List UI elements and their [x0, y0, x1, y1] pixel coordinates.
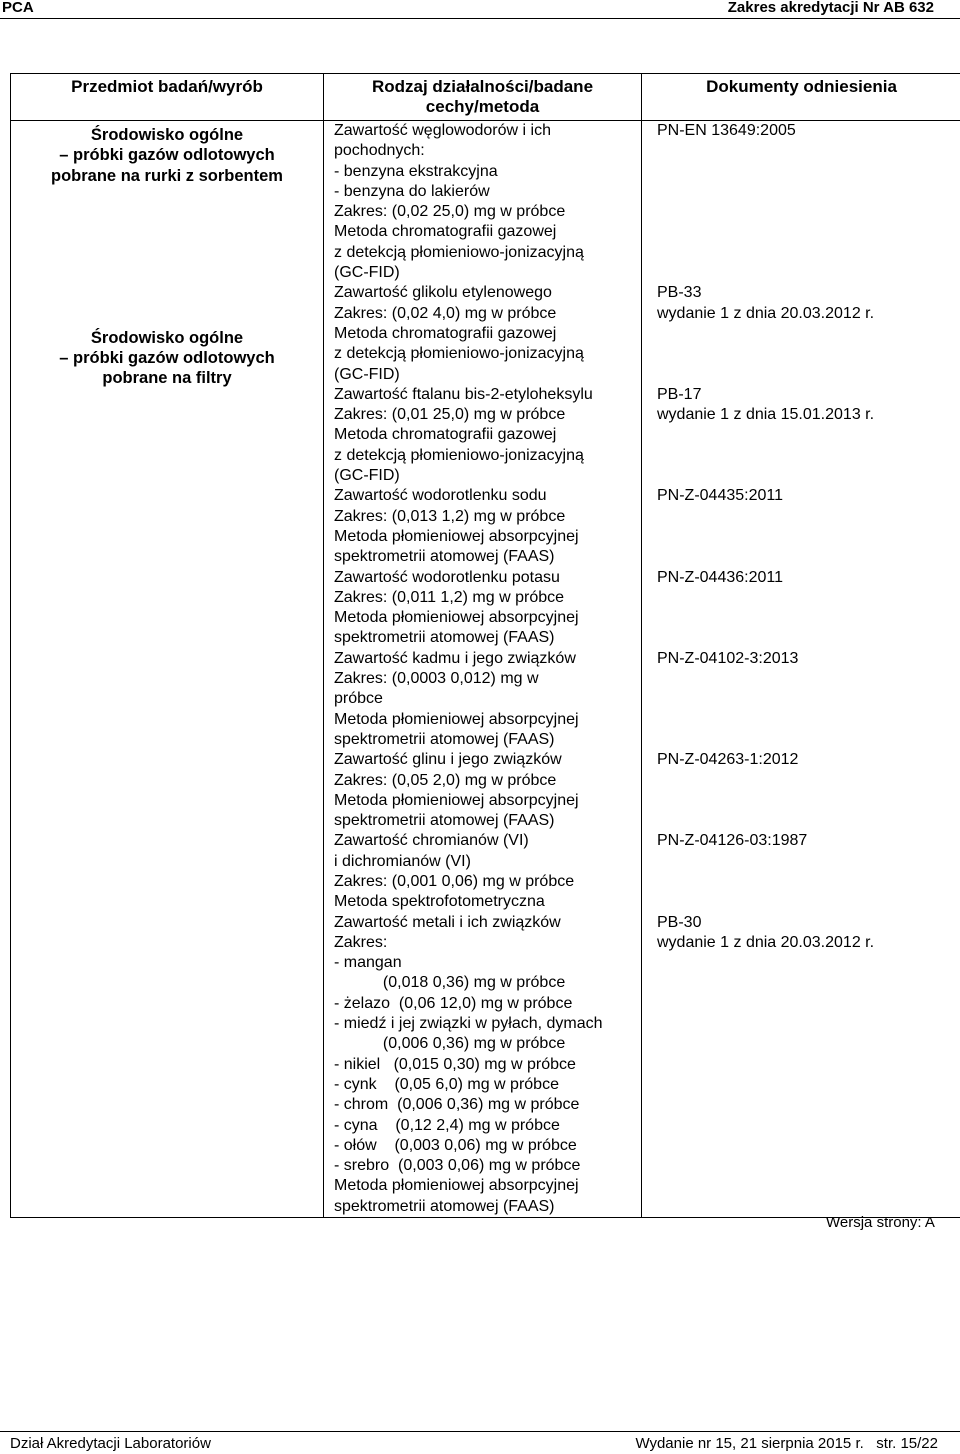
reference-entry	[642, 385, 960, 486]
method-line: - cynk (0,05 6,0) mg w próbce	[334, 1075, 641, 1095]
reference-entry	[642, 486, 960, 567]
footer-department: Dział Akredytacji Laboratoriów	[10, 1435, 211, 1453]
method-line: Zawartość ftalanu bis-2-etyloheksylu	[334, 385, 641, 405]
column-header-reference: Dokumenty odniesienia	[642, 74, 960, 121]
method-line: z detekcją płomieniowo-jonizacyjną	[334, 243, 641, 263]
reference-spacer	[657, 710, 960, 730]
method-line: spektrometrii atomowej (FAAS)	[334, 811, 641, 831]
method-entry	[324, 568, 641, 649]
page-footer	[0, 1431, 960, 1454]
reference-spacer	[657, 771, 960, 791]
method-line: spektrometrii atomowej (FAAS)	[334, 628, 641, 648]
reference-spacer	[657, 1014, 960, 1034]
reference-line: PN-Z-04436:2011	[657, 568, 960, 588]
method-entry	[324, 121, 641, 283]
method-entry	[324, 913, 641, 1217]
method-line: Zawartość węglowodorów i ich	[334, 121, 641, 141]
subject-sorbent: Środowisko ogólne – próbki gazów odlotowych pobrane na rurki z sorbentem	[11, 121, 323, 186]
reference-spacer	[657, 1055, 960, 1075]
method-line: - nikiel (0,015 0,30) mg w próbce	[334, 1055, 641, 1075]
method-entry	[324, 486, 641, 567]
method-line: z detekcją płomieniowo-jonizacyjną	[334, 446, 641, 466]
reference-spacer	[657, 669, 960, 689]
method-entry	[324, 385, 641, 486]
method-line: Zakres: (0,05 2,0) mg w próbce	[334, 771, 641, 791]
page-version: Wersja strony: A	[826, 1214, 935, 1232]
reference-line: PN-EN 13649:2005	[657, 121, 960, 141]
reference-spacer	[657, 892, 960, 912]
reference-spacer	[657, 1034, 960, 1054]
method-line: Zakres: (0,02 25,0) mg w próbce	[334, 202, 641, 222]
method-line: Zakres: (0,0003 0,012) mg w	[334, 669, 641, 689]
reference-line: wydanie 1 z dnia 15.01.2013 r.	[657, 405, 960, 425]
reference-spacer	[657, 365, 960, 385]
reference-spacer	[657, 994, 960, 1014]
reference-spacer	[657, 953, 960, 973]
reference-spacer	[657, 202, 960, 222]
reference-spacer	[657, 344, 960, 364]
method-line: Zakres: (0,001 0,06) mg w próbce	[334, 872, 641, 892]
method-entry	[324, 831, 641, 912]
reference-spacer	[657, 730, 960, 750]
reference-entry	[642, 913, 960, 1217]
reference-spacer	[657, 608, 960, 628]
references-list	[642, 121, 960, 1217]
reference-spacer	[657, 1075, 960, 1095]
subject-cell	[11, 121, 324, 1218]
method-line: Zawartość kadmu i jego związków	[334, 649, 641, 669]
method-line: Metoda płomieniowej absorpcyjnej	[334, 527, 641, 547]
method-line: - cyna (0,12 2,4) mg w próbce	[334, 1116, 641, 1136]
method-line: Zawartość metali i ich związków	[334, 913, 641, 933]
reference-spacer	[657, 243, 960, 263]
method-line: Metoda płomieniowej absorpcyjnej	[334, 791, 641, 811]
reference-spacer	[657, 852, 960, 872]
column-header-subject: Przedmiot badań/wyrób	[11, 74, 324, 121]
reference-spacer	[657, 324, 960, 344]
method-line: (0,018 0,36) mg w próbce	[334, 973, 641, 993]
method-entry	[324, 649, 641, 750]
reference-line: PN-Z-04263-1:2012	[657, 750, 960, 770]
reference-spacer	[657, 628, 960, 648]
method-line: Zawartość wodorotlenku potasu	[334, 568, 641, 588]
table-row	[11, 121, 960, 1218]
method-line: - srebro (0,003 0,06) mg w próbce	[334, 1156, 641, 1176]
reference-line: PB-17	[657, 385, 960, 405]
method-line: Metoda płomieniowej absorpcyjnej	[334, 710, 641, 730]
method-line: (GC-FID)	[334, 263, 641, 283]
reference-spacer	[657, 162, 960, 182]
method-line: Metoda chromatografii gazowej	[334, 222, 641, 242]
method-line: Metoda płomieniowej absorpcyjnej	[334, 608, 641, 628]
method-line: (GC-FID)	[334, 365, 641, 385]
reference-spacer	[657, 1116, 960, 1136]
method-line: (GC-FID)	[334, 466, 641, 486]
reference-line: PB-30	[657, 913, 960, 933]
reference-spacer	[657, 425, 960, 445]
method-line: Zakres: (0,01 25,0) mg w próbce	[334, 405, 641, 425]
method-entry	[324, 750, 641, 831]
method-line: z detekcją płomieniowo-jonizacyjną	[334, 344, 641, 364]
method-line: Zawartość chromianów (VI)	[334, 831, 641, 851]
method-line: (0,006 0,36) mg w próbce	[334, 1034, 641, 1054]
method-line: - benzyna ekstrakcyjna	[334, 162, 641, 182]
method-line: spektrometrii atomowej (FAAS)	[334, 547, 641, 567]
reference-spacer	[657, 973, 960, 993]
reference-spacer	[657, 507, 960, 527]
method-line: Metoda chromatografii gazowej	[334, 425, 641, 445]
reference-entry	[642, 568, 960, 649]
reference-entry	[642, 831, 960, 912]
reference-entry	[642, 283, 960, 384]
subject-filters: Środowisko ogólne – próbki gazów odlotowych pobrane na filtry	[11, 186, 323, 389]
method-line: Zakres: (0,011 1,2) mg w próbce	[334, 588, 641, 608]
method-line: próbce	[334, 689, 641, 709]
reference-spacer	[657, 872, 960, 892]
column-header-method: Rodzaj działalności/badane cechy/metoda	[324, 74, 642, 121]
reference-spacer	[657, 446, 960, 466]
references-cell	[642, 121, 960, 1218]
reference-spacer	[657, 263, 960, 283]
method-line: - miedź i jej związki w pyłach, dymach	[334, 1014, 641, 1034]
reference-line: wydanie 1 z dnia 20.03.2012 r.	[657, 933, 960, 953]
reference-spacer	[657, 547, 960, 567]
reference-spacer	[657, 1095, 960, 1115]
reference-line: wydanie 1 z dnia 20.03.2012 r.	[657, 304, 960, 324]
method-line: Metoda spektrofotometryczna	[334, 892, 641, 912]
reference-spacer	[657, 182, 960, 202]
reference-entry	[642, 121, 960, 283]
header-title: Zakres akredytacji Nr AB 632	[728, 0, 934, 16]
methods-list	[324, 121, 641, 1217]
reference-spacer	[657, 811, 960, 831]
reference-spacer	[657, 1176, 960, 1196]
reference-spacer	[657, 527, 960, 547]
method-entry	[324, 283, 641, 384]
method-line: Metoda chromatografii gazowej	[334, 324, 641, 344]
method-line: Zakres:	[334, 933, 641, 953]
method-line: Zakres: (0,013 1,2) mg w próbce	[334, 507, 641, 527]
method-line: Zawartość glikolu etylenowego	[334, 283, 641, 303]
method-line: Zawartość wodorotlenku sodu	[334, 486, 641, 506]
methods-cell	[324, 121, 642, 1218]
reference-spacer	[657, 1156, 960, 1176]
accreditation-table	[10, 73, 960, 1218]
method-line: - ołów (0,003 0,06) mg w próbce	[334, 1136, 641, 1156]
reference-spacer	[657, 466, 960, 486]
method-line: - chrom (0,006 0,36) mg w próbce	[334, 1095, 641, 1115]
method-line: - żelazo (0,06 12,0) mg w próbce	[334, 994, 641, 1014]
method-line: Zawartość glinu i jego związków	[334, 750, 641, 770]
method-line: Zakres: (0,02 4,0) mg w próbce	[334, 304, 641, 324]
reference-spacer	[657, 1136, 960, 1156]
reference-spacer	[657, 791, 960, 811]
method-line: - benzyna do lakierów	[334, 182, 641, 202]
reference-line: PN-Z-04102-3:2013	[657, 649, 960, 669]
method-line: pochodnych:	[334, 141, 641, 161]
reference-line: PB-33	[657, 283, 960, 303]
reference-spacer	[657, 689, 960, 709]
page-header	[0, 0, 960, 19]
reference-spacer	[657, 588, 960, 608]
reference-spacer	[657, 222, 960, 242]
header-org: PCA	[2, 0, 34, 16]
footer-edition: Wydanie nr 15, 21 sierpnia 2015 r. str. 15/22	[635, 1435, 938, 1453]
method-line: Metoda płomieniowej absorpcyjnej	[334, 1176, 641, 1196]
method-line: - mangan	[334, 953, 641, 973]
method-line: i dichromianów (VI)	[334, 852, 641, 872]
reference-spacer	[657, 141, 960, 161]
reference-line: PN-Z-04126-03:1987	[657, 831, 960, 851]
reference-entry	[642, 750, 960, 831]
method-line: spektrometrii atomowej (FAAS)	[334, 730, 641, 750]
table-header-row	[11, 74, 960, 121]
method-line: spektrometrii atomowej (FAAS)	[334, 1197, 641, 1217]
reference-line: PN-Z-04435:2011	[657, 486, 960, 506]
reference-entry	[642, 649, 960, 750]
